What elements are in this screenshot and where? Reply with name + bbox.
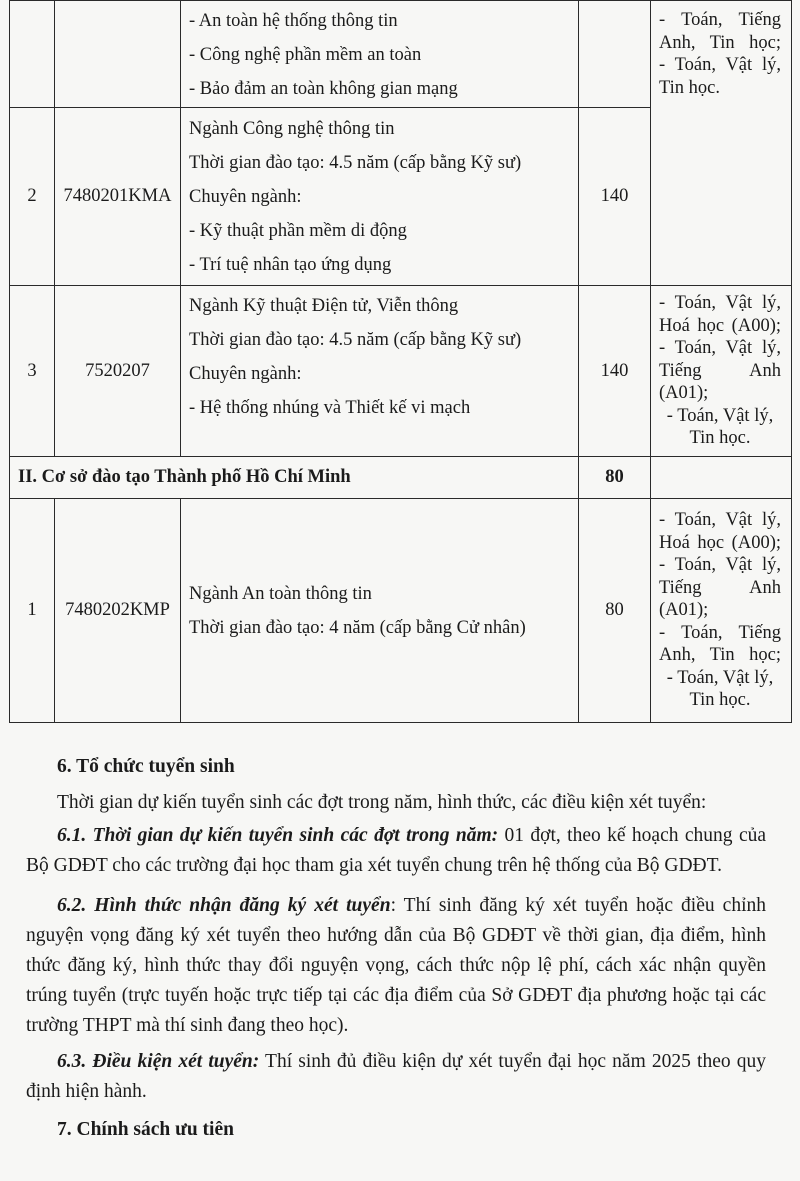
subject-line: Tin học. [689, 428, 751, 449]
program-description-cell [181, 286, 579, 457]
table-row [10, 499, 792, 723]
admissions-table [9, 0, 792, 723]
stt-cell: 3 [10, 286, 55, 457]
specialization-item: - Kỹ thuật phần mềm di động [189, 220, 407, 241]
subject-line: - Toán, Vật lý, [659, 555, 781, 576]
subject-line: Tin học. [659, 77, 721, 98]
subject-line: Tin học. [689, 690, 751, 711]
program-name: Ngành An toàn thông tin [189, 583, 372, 604]
subject-line: Tiếng Anh [659, 577, 781, 598]
subject-line: (A01); [659, 600, 709, 621]
section-6 [26, 752, 766, 1145]
program-code-cell: 7520207 [55, 286, 181, 457]
quota-cell: 140 [579, 108, 651, 286]
training-duration: Thời gian đào tạo: 4 năm (cấp bằng Cử nhân) [189, 617, 526, 638]
program-code-cell: 7480201KMA [55, 108, 181, 286]
quota-cell [579, 1, 651, 108]
specialization-item: - An toàn hệ thống thông tin [189, 11, 398, 31]
specialization-item: - Công nghệ phần mềm an toàn [189, 45, 422, 65]
subject-combination-cell [651, 1, 792, 286]
subject-line: - Toán, Vật lý, [659, 55, 781, 75]
section-6-heading [26, 752, 766, 782]
subject-line: Anh, Tin học; [659, 645, 781, 666]
specialization-item: - Hệ thống nhúng và Thiết kế vi mạch [189, 398, 471, 418]
program-description-cell [181, 499, 579, 723]
subject-line: Anh, Tin học; [659, 32, 781, 53]
paragraph-6-3 [26, 1047, 766, 1107]
subject-line: Hoá học (A00); [659, 532, 781, 553]
empty-cell [651, 457, 792, 499]
paragraph-6-2-label: 6.2. Hình thức nhận đăng ký xét tuyển [57, 895, 391, 916]
section-quota-cell: 80 [579, 457, 651, 499]
subject-line: - Toán, Vật lý, [666, 405, 774, 426]
program-name: Ngành Công nghệ thông tin [189, 118, 395, 139]
subject-line: - Toán, Tiếng [659, 622, 781, 643]
subject-line: - Toán, Vật lý, [666, 667, 774, 688]
paragraph-6-3-label: 6.3. Điều kiện xét tuyển: [57, 1051, 260, 1072]
subject-line: Hoá học (A00); [659, 315, 781, 336]
subject-line: - Toán, Vật lý, [659, 510, 781, 531]
stt-cell: 2 [10, 108, 55, 286]
program-code-cell [55, 1, 181, 108]
section-title: II. Cơ sở đào tạo Thành phố Hồ Chí Minh [10, 457, 579, 499]
subject-combination-cell [651, 499, 792, 723]
section-row [10, 457, 792, 499]
paragraph-6-1 [26, 821, 766, 881]
stt-cell: 1 [10, 499, 55, 723]
subject-line: - Toán, Vật lý, [659, 338, 781, 359]
training-duration: Thời gian đào tạo: 4.5 năm (cấp bằng Kỹ sư) [189, 152, 522, 173]
subject-line: - Toán, Tiếng [659, 10, 781, 30]
stt-cell [10, 1, 55, 108]
section-7-heading-text: 7. Chính sách ưu tiên [57, 1119, 234, 1140]
paragraph-6-3-text: Thí sinh đủ điều kiện dự xét tuyển đại học năm 2025 theo quy định hiện hành. [26, 1051, 767, 1102]
paragraph-6-2-text: : Thí sinh đăng ký xét tuyển hoặc điều chỉnh nguyện vọng đăng ký xét tuyển theo hướng dẫn của Bộ GDĐT về thời gian, địa điểm, hình thức đăng ký, hình thức thay đổi nguyện vọng, cách thức nộp lệ phí, cách xác nhận quyền trúng tuyển (trực tuyến hoặc trực tiếp tại các địa điểm của Sở GDĐT địa phương hoặc tại các trường THPT mà thí sinh đang theo học). [26, 895, 766, 1036]
subject-line: Tiếng Anh [659, 360, 781, 381]
paragraph-6-1-label: 6.1. Thời gian dự kiến tuyển sinh các đợt trong năm: [57, 825, 499, 846]
paragraph-6-2 [26, 891, 766, 1041]
subject-combination-cell [651, 286, 792, 457]
program-code-cell: 7480202KMP [55, 499, 181, 723]
program-description-cell [181, 1, 579, 108]
program-name: Ngành Kỹ thuật Điện tử, Viễn thông [189, 296, 459, 316]
specialization-item: - Trí tuệ nhân tạo ứng dụng [189, 254, 392, 275]
quota-cell: 80 [579, 499, 651, 723]
section-6-intro-text: Thời gian dự kiến tuyển sinh các đợt trong năm, hình thức, các điều kiện xét tuyển: [57, 792, 707, 813]
training-duration: Thời gian đào tạo: 4.5 năm (cấp bằng Kỹ sư) [189, 330, 522, 350]
program-description-cell [181, 108, 579, 286]
specialization-label: Chuyên ngành: [189, 186, 302, 207]
section-7-heading [26, 1115, 766, 1145]
specialization-item: - Bảo đảm an toàn không gian mạng [189, 79, 458, 99]
table-row [10, 1, 792, 108]
subject-line: (A01); [659, 383, 709, 404]
section-6-heading-text: 6. Tổ chức tuyển sinh [57, 756, 235, 777]
quota-cell: 140 [579, 286, 651, 457]
paragraph-6-1-text: 01 đợt, theo kế hoạch chung của Bộ GDĐT cho các trường đại học tham gia xét tuyển chung trên hệ thống của Bộ GDĐT. [26, 825, 766, 876]
subject-line: - Toán, Vật lý, [659, 293, 781, 314]
section-6-intro [26, 788, 766, 818]
table-row [10, 286, 792, 457]
specialization-label: Chuyên ngành: [189, 364, 302, 384]
